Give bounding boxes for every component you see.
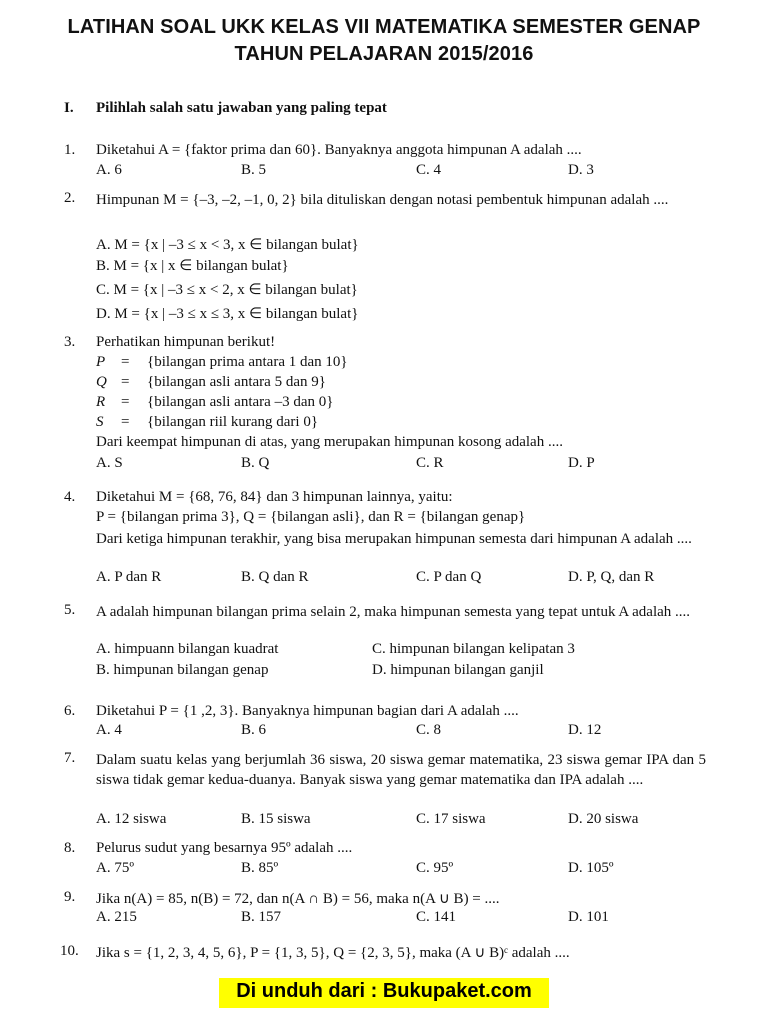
section-number: I. xyxy=(64,100,74,116)
set-q-definition: {bilangan asli antara 5 dan 9} xyxy=(147,374,326,390)
question-1-option-b: B. 5 xyxy=(241,162,267,178)
question-5-option-c: C. himpunan bilangan kelipatan 3 xyxy=(372,641,575,657)
download-source-link[interactable]: Di unduh dari : Bukupaket.com xyxy=(236,980,532,1002)
question-4-text: Diketahui M = {68, 76, 84} dan 3 himpunan lainnya, yaitu: xyxy=(96,489,453,505)
question-7-option-b: B. 15 siswa xyxy=(241,811,311,827)
set-s-symbol: S xyxy=(96,414,104,430)
question-3-number: 3. xyxy=(64,334,76,350)
question-4-option-b: B. Q dan R xyxy=(241,569,309,585)
question-1-text: Diketahui A = {faktor prima dan 60}. Banyaknya anggota himpunan A adalah .... xyxy=(96,142,582,158)
question-6-option-b: B. 6 xyxy=(241,722,267,738)
set-r-symbol: R xyxy=(96,394,106,410)
document-title-line1: LATIHAN SOAL UKK KELAS VII MATEMATIKA SEMESTER GENAP xyxy=(67,16,701,38)
question-8-text: Pelurus sudut yang besarnya 95º adalah .... xyxy=(96,840,353,856)
question-10-number: 10. xyxy=(60,943,79,959)
set-s-definition: {bilangan riil kurang dari 0} xyxy=(147,414,319,430)
question-7-option-d: D. 20 siswa xyxy=(568,811,639,827)
question-9-option-b: B. 157 xyxy=(241,909,282,925)
document-title-line2: TAHUN PELAJARAN 2015/2016 xyxy=(234,43,534,65)
question-8-number: 8. xyxy=(64,840,76,856)
question-4-prompt: Dari ketiga himpunan terakhir, yang bisa merupakan himpunan semesta dari himpunan A adalah .... xyxy=(96,531,692,547)
question-2-option-a: A. M = {x | –3 ≤ x < 3, x ∈ bilangan bulat} xyxy=(96,237,359,253)
set-r-definition: {bilangan asli antara –3 dan 0} xyxy=(147,394,334,410)
set-q-symbol: Q xyxy=(96,374,107,390)
question-6-number: 6. xyxy=(64,703,76,719)
section-instruction: Pilihlah salah satu jawaban yang paling tepat xyxy=(96,100,387,116)
question-8-option-d: D. 105º xyxy=(568,860,614,876)
question-3-option-c: C. R xyxy=(416,455,444,471)
set-s-equals: = xyxy=(121,414,130,430)
question-4-option-a: A. P dan R xyxy=(96,569,162,585)
question-2-option-c: C. M = {x | –3 ≤ x < 2, x ∈ bilangan bulat} xyxy=(96,282,358,298)
question-4-sets: P = {bilangan prima 3}, Q = {bilangan asli}, dan R = {bilangan genap} xyxy=(96,509,526,525)
question-3-text: Perhatikan himpunan berikut! xyxy=(96,334,276,350)
question-5-option-b: B. himpunan bilangan genap xyxy=(96,662,269,678)
question-9-text: Jika n(A) = 85, n(B) = 72, dan n(A ∩ B) = 56, maka n(A ∪ B) = .... xyxy=(96,891,500,907)
question-2-text: Himpunan M = {–3, –2, –1, 0, 2} bila dituliskan dengan notasi pembentuk himpunan adalah .... xyxy=(96,192,669,208)
question-2-number: 2. xyxy=(64,190,76,206)
question-9-option-a: A. 215 xyxy=(96,909,137,925)
question-5-option-d: D. himpunan bilangan ganjil xyxy=(372,662,544,678)
question-6-option-c: C. 8 xyxy=(416,722,442,738)
question-3-option-a: A. S xyxy=(96,455,123,471)
set-p-definition: {bilangan prima antara 1 dan 10} xyxy=(147,354,348,370)
question-7-option-c: C. 17 siswa xyxy=(416,811,486,827)
question-8-option-b: B. 85º xyxy=(241,860,279,876)
question-10-text: Jika s = {1, 2, 3, 4, 5, 6}, P = {1, 3, 5}, Q = {2, 3, 5}, maka (A ∪ B)ᶜ adalah .... xyxy=(96,945,570,961)
question-6-option-a: A. 4 xyxy=(96,722,122,738)
question-1-option-c: C. 4 xyxy=(416,162,442,178)
question-9-option-c: C. 141 xyxy=(416,909,457,925)
question-3-option-d: D. P xyxy=(568,455,595,471)
set-q-equals: = xyxy=(121,374,130,390)
question-6-option-d: D. 12 xyxy=(568,722,602,738)
question-2-option-b: B. M = {x | x ∈ bilangan bulat} xyxy=(96,258,289,274)
question-9-option-d: D. 101 xyxy=(568,909,609,925)
set-p-equals: = xyxy=(121,354,130,370)
question-5-option-a: A. himpuann bilangan kuadrat xyxy=(96,641,279,657)
question-4-number: 4. xyxy=(64,489,76,505)
question-1-option-d: D. 3 xyxy=(568,162,594,178)
question-3-option-b: B. Q xyxy=(241,455,270,471)
question-4-option-d: D. P, Q, dan R xyxy=(568,569,655,585)
question-7-number: 7. xyxy=(64,750,76,766)
question-8-option-c: C. 95º xyxy=(416,860,454,876)
question-4-option-c: C. P dan Q xyxy=(416,569,482,585)
question-5-text: A adalah himpunan bilangan prima selain 2, maka himpunan semesta yang tepat untuk A adalah .... xyxy=(96,604,691,620)
question-7-option-a: A. 12 siswa xyxy=(96,811,167,827)
question-5-number: 5. xyxy=(64,602,76,618)
question-6-text: Diketahui P = {1 ,2, 3}. Banyaknya himpunan bagian dari A adalah .... xyxy=(96,703,519,719)
set-p-symbol: P xyxy=(96,354,106,370)
question-1-option-a: A. 6 xyxy=(96,162,122,178)
question-1-number: 1. xyxy=(64,142,76,158)
question-9-number: 9. xyxy=(64,889,76,905)
set-r-equals: = xyxy=(121,394,130,410)
question-7-text: Dalam suatu kelas yang berjumlah 36 siswa, 20 siswa gemar matematika, 23 siswa gemar IPA dan 5 siswa tidak gemar kedua-duanya. Banyak siswa yang gemar matematika dan IPA adalah .... xyxy=(96,752,706,788)
question-2-option-d: D. M = {x | –3 ≤ x ≤ 3, x ∈ bilangan bulat} xyxy=(96,306,359,322)
question-3-prompt: Dari keempat himpunan di atas, yang merupakan himpunan kosong adalah .... xyxy=(96,434,563,450)
question-8-option-a: A. 75º xyxy=(96,860,134,876)
